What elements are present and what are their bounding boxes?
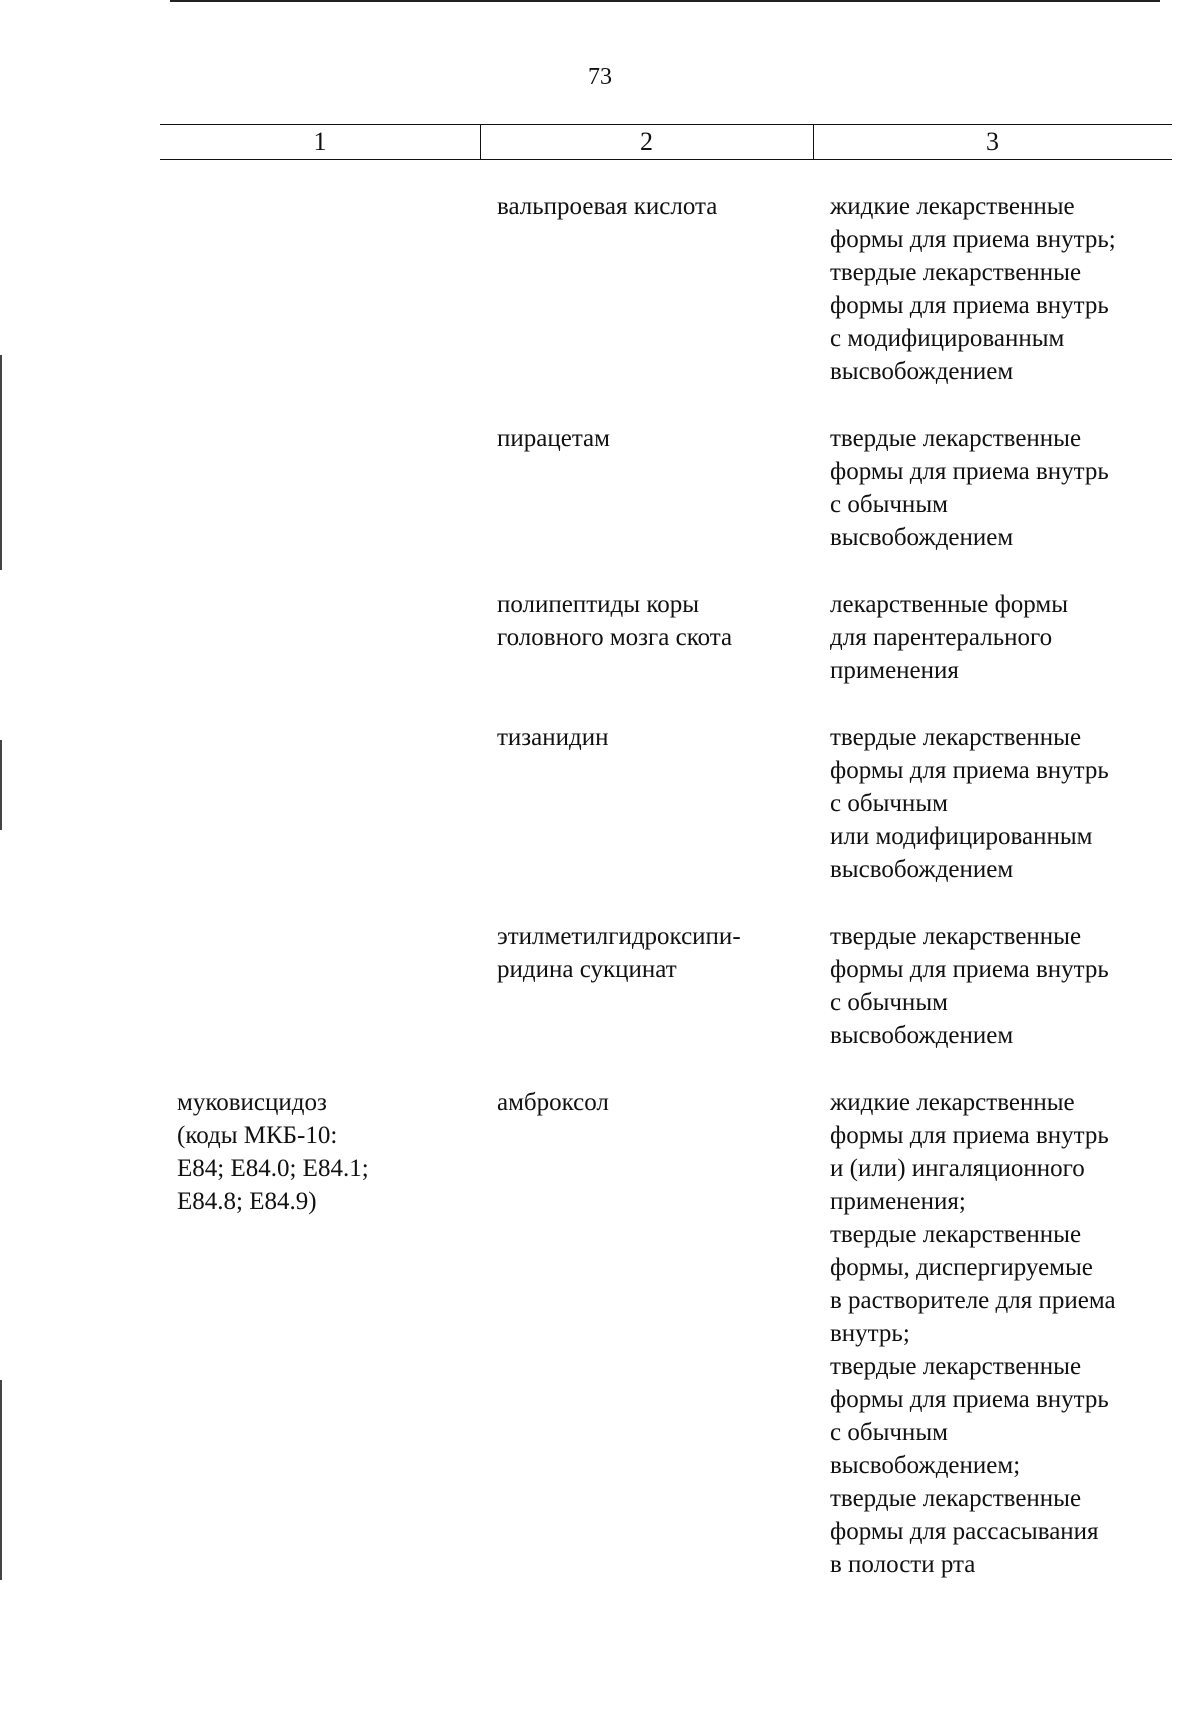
scan-edge-top (170, 0, 1160, 2)
scan-edge-left (0, 1380, 2, 1580)
header-col-1: 1 (313, 127, 327, 156)
drug-name: амброксол (497, 1089, 609, 1116)
dosage-forms: твердые лекарственные формы для приема внутрь с обычным высвобождением (830, 923, 1109, 1049)
header-bottom-rule (160, 159, 1172, 160)
header-col-2: 2 (640, 127, 653, 156)
header-top-rule (160, 124, 1172, 125)
drug-name: этилметилгидроксипи- ридина сукцинат (497, 923, 741, 983)
header-col-3: 3 (986, 127, 999, 156)
page-number: 73 (588, 64, 612, 90)
dosage-forms: твердые лекарственные формы для приема внутрь с обычным высвобождением (830, 425, 1109, 551)
drug-name: полипептиды коры головного мозга скота (497, 591, 733, 651)
dosage-forms: жидкие лекарственные формы для приема внутрь; твердые лекарственные формы для приема внутрь с модифицированным высвобождением (830, 193, 1116, 385)
condition-name: муковисцидоз (коды МКБ-10: E84; E84.0; E84.1; E84.8; E84.9) (177, 1089, 369, 1215)
drug-name: вальпроевая кислота (497, 193, 718, 220)
scan-edge-left (0, 740, 2, 830)
dosage-forms: твердые лекарственные формы для приема внутрь с обычным или модифицированным высвобождением (830, 724, 1109, 883)
dosage-forms: жидкие лекарственные формы для приема внутрь и (или) ингаляционного применения; твердые лекарственные формы, диспергируемые в растворителе для приема внутрь; твердые лекарственные формы для приема внутрь с обычным высвобождением; твердые лекарственные формы для рассасывания в полости рта (830, 1089, 1116, 1578)
dosage-forms: лекарственные формы для парентерального применения (830, 591, 1069, 684)
scan-edge-left (0, 355, 2, 570)
drug-name: тизанидин (497, 724, 609, 751)
drug-name: пирацетам (497, 425, 610, 452)
